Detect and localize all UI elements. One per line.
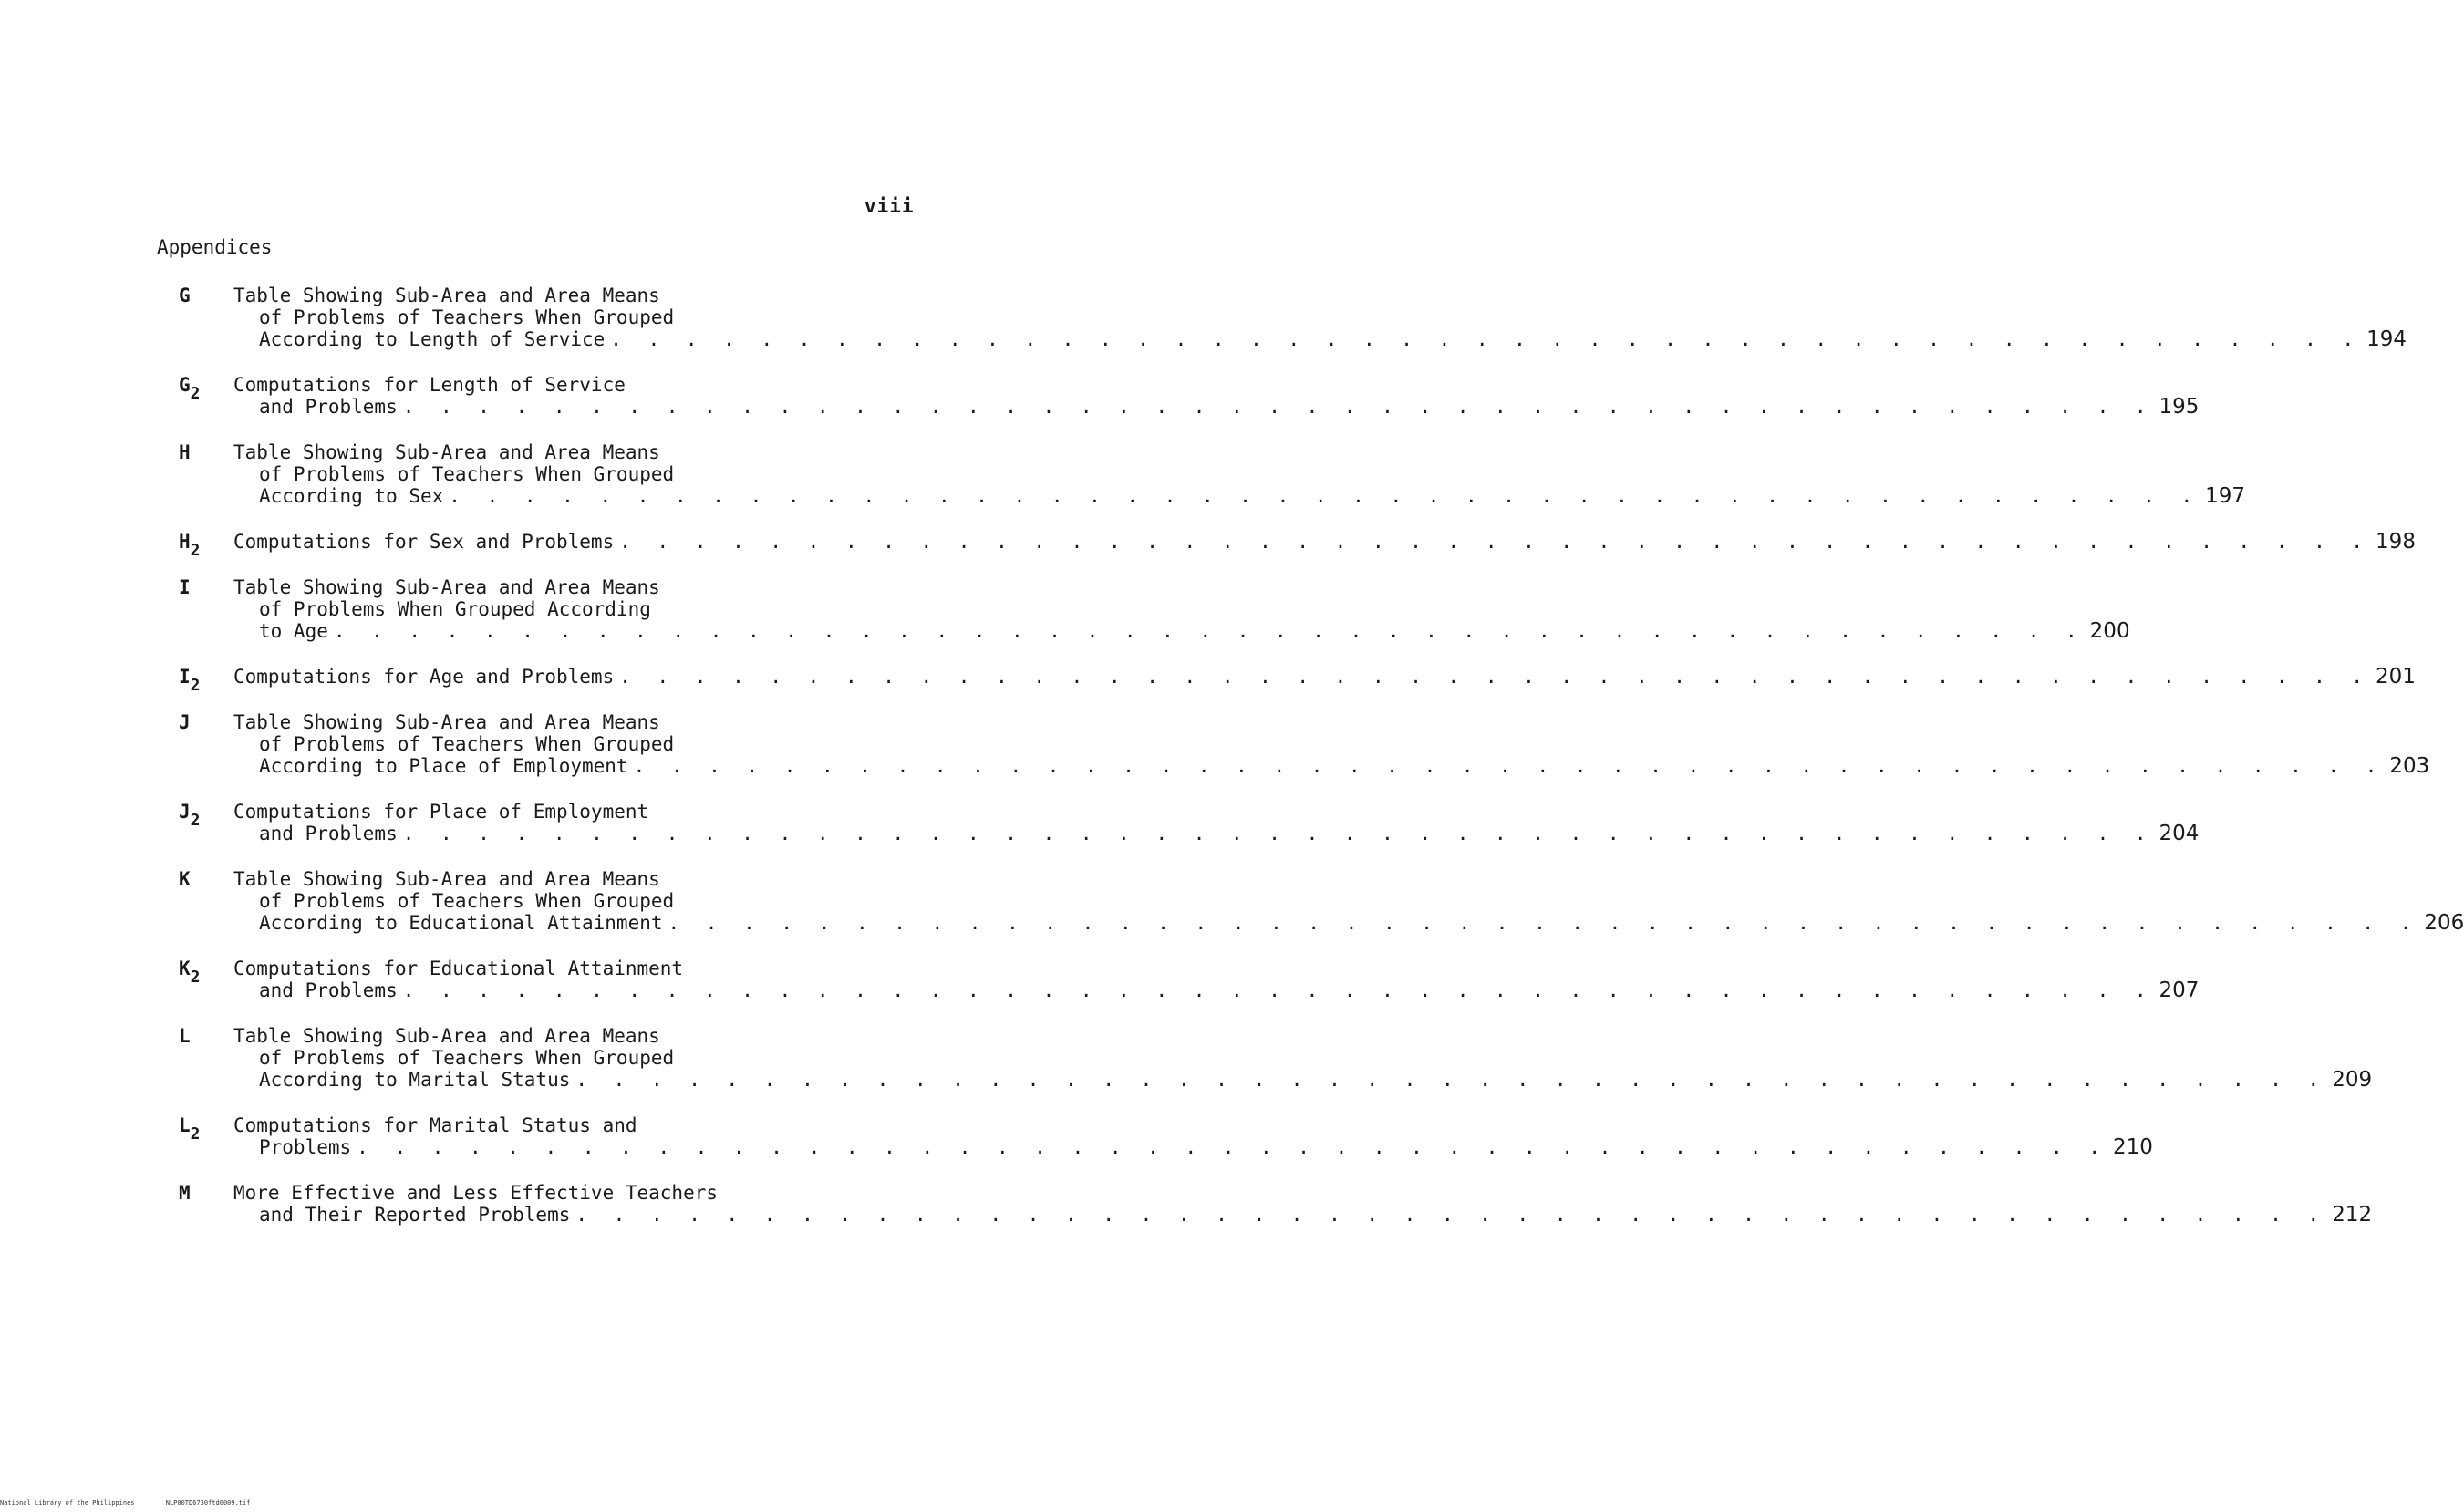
appendix-title-line: Computations for Marital Status and xyxy=(233,1114,637,1136)
dot-leader xyxy=(403,823,2154,844)
dot-leader xyxy=(619,531,2370,553)
appendix-letter: $H_2$ xyxy=(179,531,201,560)
appendix-title-line: Table Showing Sub-Area and Area Means xyxy=(233,1025,660,1047)
dot-leader xyxy=(610,328,2361,350)
appendix-letter-subscript: 2 xyxy=(190,676,201,695)
section-heading: Appendices xyxy=(157,236,273,258)
appendix-page-ref: 209 xyxy=(2332,1068,2373,1092)
dot-leader xyxy=(334,620,2085,642)
appendix-title-line: and Problems xyxy=(259,979,398,1001)
appendix-title-line: of Problems When Grouped According xyxy=(259,598,651,620)
appendix-letter: K xyxy=(179,868,191,890)
appendix-title-line: According to Marital Status xyxy=(259,1069,571,1091)
appendix-title-line: Table Showing Sub-Area and Area Means xyxy=(233,868,660,890)
appendix-letter: G xyxy=(179,285,191,306)
appendix-title-line: Table Showing Sub-Area and Area Means xyxy=(233,285,660,306)
appendix-entry xyxy=(179,374,2200,419)
dot-leader xyxy=(668,912,2419,934)
appendix-entry xyxy=(179,665,2416,695)
appendix-letter-subscript: 2 xyxy=(190,968,201,987)
appendix-title-line: According to Educational Attainment xyxy=(259,912,663,934)
appendix-letter: $K_2$ xyxy=(179,958,201,987)
appendix-title-line: Table Showing Sub-Area and Area Means xyxy=(233,441,660,463)
appendix-title-line: of Problems of Teachers When Grouped xyxy=(259,890,675,912)
appendix-page-ref: 210 xyxy=(2112,1135,2153,1159)
appendix-title-line: of Problems of Teachers When Grouped xyxy=(259,463,675,485)
appendix-page-ref: 197 xyxy=(2205,484,2246,508)
appendix-letter: H xyxy=(179,441,191,463)
appendix-letter: M xyxy=(179,1182,191,1204)
appendix-title-line: Table Showing Sub-Area and Area Means xyxy=(233,576,660,598)
appendix-entry xyxy=(179,285,2407,351)
appendix-page-ref: 203 xyxy=(2389,754,2430,778)
appendix-letter: $L_2$ xyxy=(179,1114,201,1144)
footer-library: National Library of the Philippines xyxy=(0,1499,135,1507)
appendix-title-line: Computations for Sex and Problems xyxy=(233,531,615,553)
appendix-letter-subscript: 2 xyxy=(190,811,201,830)
appendix-title-line: and Problems xyxy=(259,823,398,844)
dot-leader xyxy=(403,979,2154,1001)
appendix-title-line: and Their Reported Problems xyxy=(259,1204,571,1226)
appendix-entry xyxy=(179,1025,2373,1092)
appendix-letter: I xyxy=(179,576,191,598)
appendix-letter-subscript: 2 xyxy=(190,1124,201,1144)
appendix-page-ref: 201 xyxy=(2376,665,2416,689)
appendix-page-ref: 198 xyxy=(2376,530,2416,554)
appendix-entry xyxy=(179,576,2130,643)
dot-leader xyxy=(357,1136,2107,1158)
appendix-page-ref: 200 xyxy=(2089,619,2130,643)
page-number: viii xyxy=(864,195,915,217)
appendix-title-line: to Age xyxy=(259,620,328,642)
appendix-page-ref: 204 xyxy=(2159,822,2200,845)
dot-leader xyxy=(634,755,2385,777)
appendix-title-line: Computations for Age and Problems xyxy=(233,666,615,688)
appendix-entry xyxy=(179,530,2416,560)
appendix-title-line: of Problems of Teachers When Grouped xyxy=(259,733,675,755)
appendix-title-line: and Problems xyxy=(259,396,398,418)
dot-leader xyxy=(403,396,2154,418)
appendix-title-line: Problems xyxy=(259,1136,352,1158)
appendix-entry xyxy=(179,711,2430,778)
scan-footer xyxy=(0,1499,277,1507)
appendix-letter-subscript: 2 xyxy=(190,541,201,560)
appendix-page-ref: 206 xyxy=(2424,911,2464,935)
appendix-letter: $J_2$ xyxy=(179,801,201,830)
appendix-page-ref: 195 xyxy=(2159,395,2200,419)
dot-leader xyxy=(449,485,2200,507)
appendix-title-line: Computations for Length of Service xyxy=(233,374,626,396)
appendix-title-line: According to Place of Employment xyxy=(259,755,628,777)
appendix-list xyxy=(179,285,2464,1249)
appendix-title-line: of Problems of Teachers When Grouped xyxy=(259,306,675,328)
appendix-page-ref: 194 xyxy=(2366,327,2407,351)
dot-leader xyxy=(575,1069,2326,1091)
appendix-entry xyxy=(179,801,2200,845)
appendix-letter: $I_2$ xyxy=(179,666,201,695)
dot-leader xyxy=(619,666,2370,688)
appendix-entry xyxy=(179,1114,2153,1159)
appendix-entry xyxy=(179,1182,2373,1227)
footer-file: NLP00TD6730ftd0009.tif xyxy=(165,1499,251,1507)
appendix-letter: L xyxy=(179,1025,191,1047)
appendix-title-line: of Problems of Teachers When Grouped xyxy=(259,1047,675,1069)
appendix-entry xyxy=(179,868,2464,935)
appendix-page-ref: 212 xyxy=(2332,1203,2373,1227)
appendix-entry xyxy=(179,958,2200,1002)
appendix-letter: $G_2$ xyxy=(179,374,201,403)
appendix-title-line: Computations for Educational Attainment xyxy=(233,958,684,979)
appendix-title-line: Table Showing Sub-Area and Area Means xyxy=(233,711,660,733)
appendix-title-line: More Effective and Less Effective Teachers xyxy=(233,1182,719,1204)
appendix-letter-subscript: 2 xyxy=(190,384,201,403)
appendix-title-line: According to Sex xyxy=(259,485,444,507)
dot-leader xyxy=(575,1204,2326,1226)
appendix-entry xyxy=(179,441,2246,508)
appendix-title-line: Computations for Place of Employment xyxy=(233,801,649,823)
appendix-letter: J xyxy=(179,711,191,733)
appendix-title-line: According to Length of Service xyxy=(259,328,606,350)
appendix-page-ref: 207 xyxy=(2159,979,2200,1002)
